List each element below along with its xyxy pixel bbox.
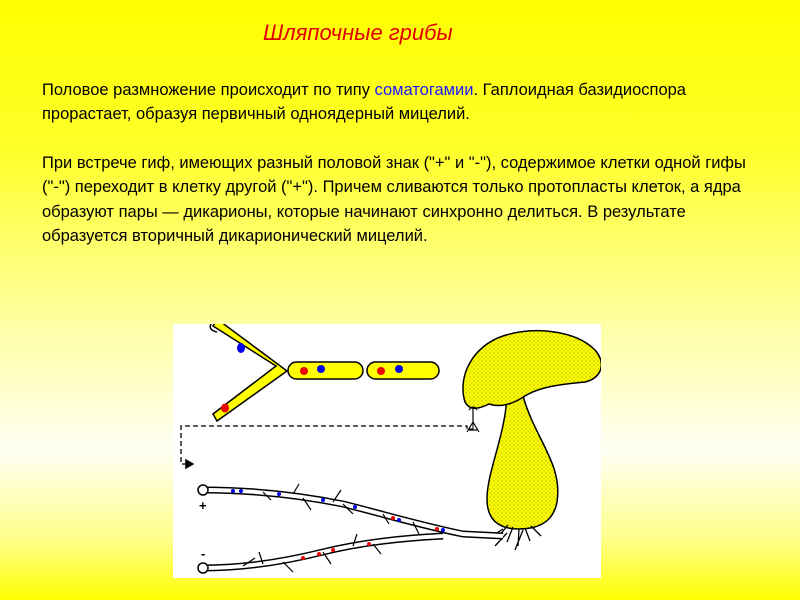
dikaryotic-cell-2 [367,362,439,379]
fusing-hyphae [210,324,287,421]
minus-sign-label: - [201,546,206,561]
paragraph-1-text: Половое размножение происходит по типу [42,81,375,99]
paragraph-1-text-end: . Гаплоидная базидиоспора прорастает, образуя первичный одноядерный мицелий. [42,81,686,124]
nucleus-red [221,404,229,413]
primary-mycelium-plus [198,484,503,536]
paragraph-dikaryon: При встрече гиф, имеющих разный половой знак ("+" и "-"), содержимое клетки одной гифы ("-") переходит в клетку другой ("+"). Причем сливаются только протопласты клеток, а ядра образуют пары — дикарионы, которые начинают синхронно делиться. В результате образуется вторичный дикарионический мицелий. [42,154,746,245]
plus-sign-label: + [199,498,207,513]
somatogamy-link[interactable]: соматогамии [374,81,474,99]
primary-mycelium-minus [198,534,443,573]
mushroom-life-cycle-diagram [173,324,601,578]
nucleus-blue [237,343,245,353]
paragraph-somatogamy [42,78,762,127]
mushroom-fruit-body [463,331,601,550]
spore-dispersal-arrow [181,426,467,464]
dikaryotic-cell-1 [288,362,363,379]
slide-title: Шляпочные грибы [263,20,453,45]
